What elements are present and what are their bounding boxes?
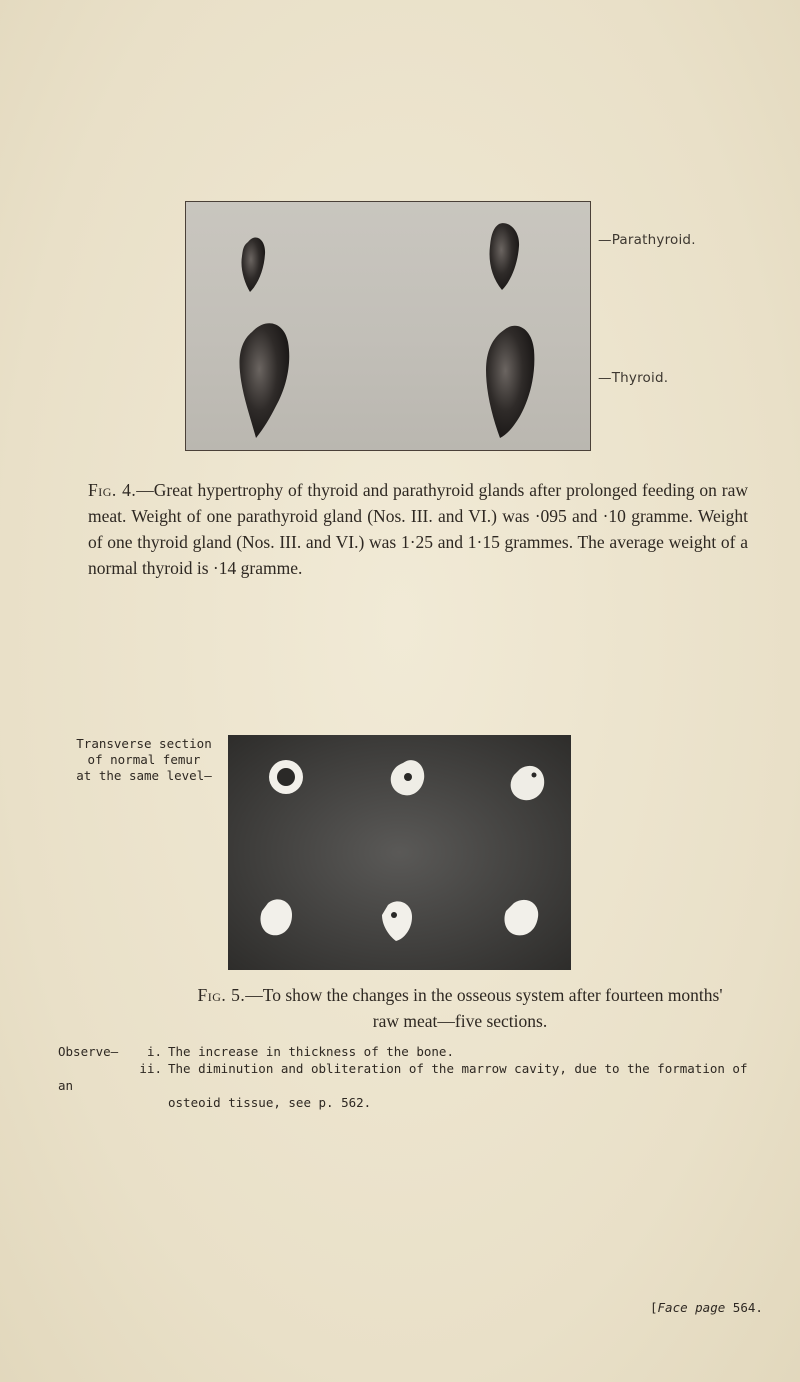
face-page-number: 564. [725,1300,763,1315]
observe-item-2 [58,1060,758,1111]
observe-lead: Observe— [58,1044,119,1059]
section-normal-cavity [277,768,295,786]
figure-5-side-label [64,736,224,784]
observe-item-2-text: The diminution and obliteration of the marrow cavity, due to the formation of an [58,1061,748,1093]
figure-5-caption-head: Fig. 5. [197,985,246,1005]
figure-4-caption-head: Fig. 4. [88,480,137,500]
figure-5-caption-line-2: raw meat—five sections. [372,1011,548,1031]
observe-item-2-continuation: osteoid tissue, see p. 562. [168,1095,372,1110]
section-3-cavity [532,773,537,778]
thyroid-right [486,326,534,438]
figure-5-caption-text: —To show the changes in the osseous system after fourteen months' [245,985,723,1005]
figure-4-caption [88,477,748,581]
face-page-note [650,1300,763,1315]
label-parathyroid: —Parathyroid. [598,232,696,248]
section-2-cavity [404,773,412,781]
femur-sections-image [228,735,571,970]
figure-4-photograph [185,201,591,451]
face-page-bracket: [ [650,1300,658,1315]
observe-item-1-num: i. [146,1044,162,1059]
section-5-cavity [391,912,397,918]
parathyroid-right [490,223,520,290]
side-label-line-2: of normal femur [87,752,201,767]
gland-specimens-image [186,202,591,451]
thyroid-left [240,323,290,438]
parathyroid-left [241,238,265,292]
observe-item-1 [58,1043,758,1060]
figure-5-photograph [228,735,571,970]
side-label-line-3: at the same level— [76,768,212,783]
figure-5-caption-line-1 [180,982,740,1008]
side-label-line-1: Transverse section [76,736,212,751]
figure-5-caption [180,982,740,1034]
figure-4-caption-text: —Great hypertrophy of thyroid and parathyroid glands after prolonged feeding on raw meat. Weight of one parathyroid gland (Nos. III. and VI.) was ·095 and ·10 gramme. Weight of one thyroid gland (Nos. III. and VI.) was 1·25 and 1·15 grammes. The average weight of a normal thyroid is ·14 gramme. [88,480,748,578]
label-thyroid: —Thyroid. [598,370,669,386]
observe-item-1-text: The increase in thickness of the bone. [168,1044,454,1059]
observe-notes [58,1043,758,1111]
face-page-label: Face page [657,1300,726,1315]
observe-item-2-num: ii. [139,1061,162,1076]
